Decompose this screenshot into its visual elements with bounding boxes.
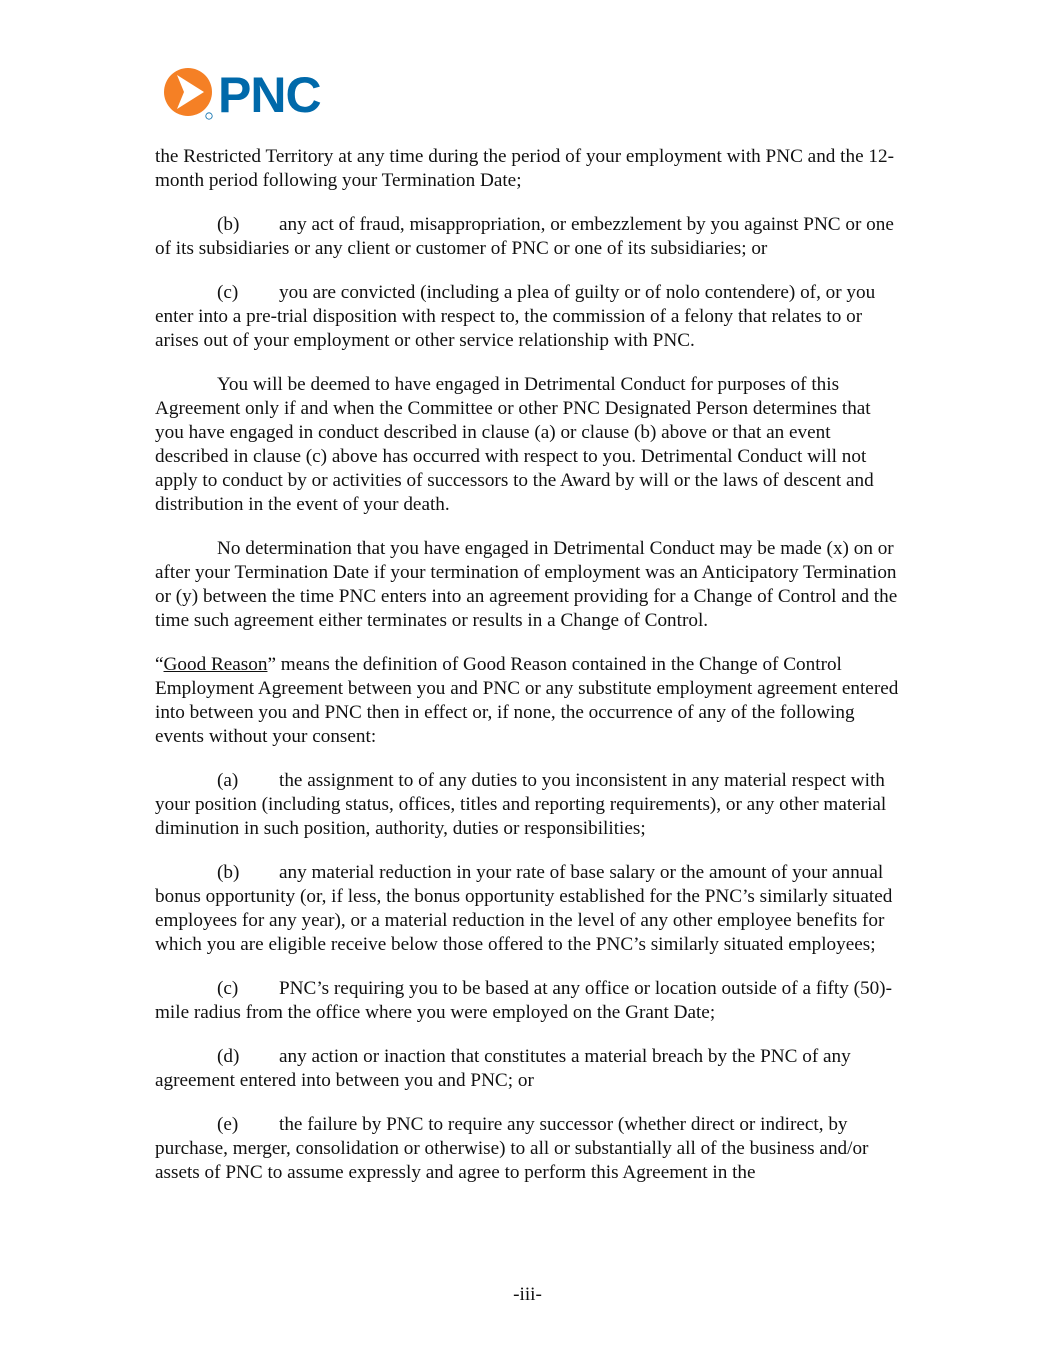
clause-marker: (b) — [217, 214, 240, 235]
document-body — [155, 145, 903, 1205]
clause-text: the assignment to of any duties to you inconsistent in any material respect with your position (including status, offices, titles and reporting requirements), or any other material diminution in such position, authority, duties or responsibilities; — [155, 770, 887, 839]
clause-text: any action or inaction that constitutes a material breach by the PNC of any agreement entered into between you and PNC; or — [155, 1046, 851, 1091]
deemed-paragraph: You will be deemed to have engaged in Detrimental Conduct for purposes of this Agreement only if and when the Committee or other PNC Designated Person determines that you have engaged in conduct described in clause (a) or clause (b) above or that an event described in clause (c) above has occurred with respect to you. Detrimental Conduct will not apply to conduct by or activities of successors to the Award by will or the laws of descent and distribution in the event of your death. — [155, 374, 874, 515]
pnc-logo — [164, 66, 344, 122]
good-reason-clause-d — [155, 1045, 903, 1093]
clause-text: any act of fraud, misappropriation, or embezzlement by you against PNC or one of its subsidiaries or any client or customer of PNC or one of its subsidiaries; or — [155, 214, 894, 259]
pnc-logo-text: PNC — [218, 67, 321, 122]
good-reason-definition — [155, 653, 903, 749]
definition-text: ” means the definition of Good Reason contained in the Change of Control Employment Agreement between you and PNC or any substitute employment agreement entered into between you and PNC then in effect or, if none, the occurrence of any of the following events without your consent: — [155, 654, 899, 747]
clause-marker: (b) — [217, 862, 240, 883]
clause-marker: (e) — [217, 1114, 239, 1135]
good-reason-clause-b — [155, 861, 903, 957]
good-reason-clause-c — [155, 977, 903, 1025]
no-determination-paragraph: No determination that you have engaged in Detrimental Conduct may be made (x) on or after your Termination Date if your termination of employment was an Anticipatory Termination or (y) between the time PNC enters into an agreement providing for a Change of Control and the time such agreement either terminates or results in a Change of Control. — [155, 538, 898, 631]
detrimental-clause-b — [155, 213, 903, 261]
clause-text: any material reduction in your rate of base salary or the amount of your annual bonus opportunity (or, if less, the bonus opportunity established for the PNC’s similarly situated employees for any year), or a material reduction in the level of any other employee benefits for which you are eligible receive below those offered to the PNC’s similarly situated employees; — [155, 862, 893, 955]
clause-marker: (c) — [217, 978, 239, 999]
clause-text: you are convicted (including a plea of guilty or of nolo contendere) of, or you enter into a pre-trial disposition with respect to, the commission of a felony that relates to or arises out of your employment or other service relationship with PNC. — [155, 282, 876, 351]
intro-paragraph: the Restricted Territory at any time during the period of your employment with PNC and the 12-month period following your Termination Date; — [155, 146, 894, 191]
clause-text: PNC’s requiring you to be based at any office or location outside of a fifty (50)-mile radius from the office where you were employed on the Grant Date; — [155, 978, 892, 1023]
clause-marker: (c) — [217, 282, 239, 303]
detrimental-clause-c — [155, 281, 903, 353]
clause-text: the failure by PNC to require any successor (whether direct or indirect, by purchase, merger, consolidation or otherwise) to all or substantially all of the business and/or assets of PNC to assume expressly and agree to perform this Agreement in the — [155, 1114, 869, 1183]
good-reason-clause-a — [155, 769, 903, 841]
page-number: -iii- — [513, 1284, 542, 1305]
clause-marker: (a) — [217, 770, 239, 791]
good-reason-clause-e — [155, 1113, 903, 1185]
open-quote: “ — [155, 654, 164, 675]
defined-term: Good Reason — [163, 654, 268, 675]
clause-marker: (d) — [217, 1046, 240, 1067]
